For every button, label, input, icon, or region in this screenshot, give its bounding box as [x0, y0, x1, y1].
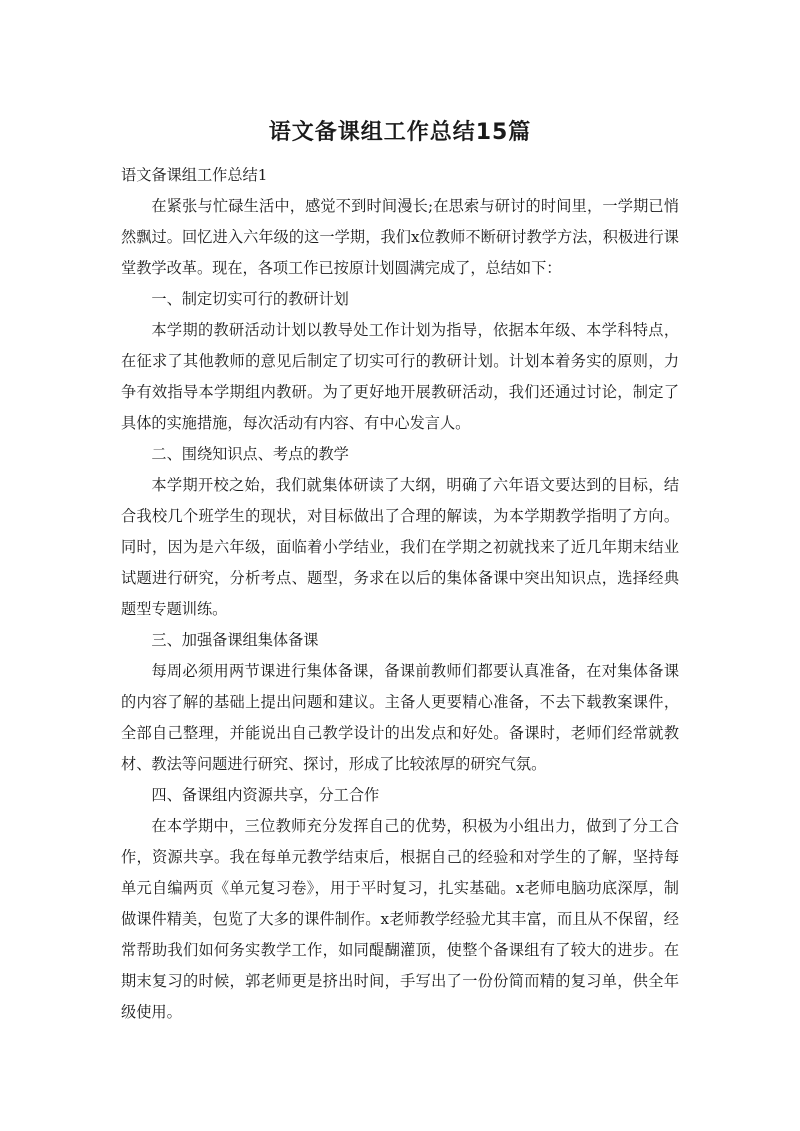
section-heading: 二、围绕知识点、考点的教学 [151, 445, 349, 463]
paragraph: 本学期的教研活动计划以教导处工作计划为指导，依据本年级、本学科特点，在征求了其他教师的意见后制定了切实可行的教研计划。计划本着务实的原则，力争有效指导本学期组内教研。为了更好地开展教研活动，我们还通过讨论，制定了具体的实施措施，每次活动有内容、有中心发言人。 [121, 321, 679, 432]
paragraph: 本学期开校之始，我们就集体研读了大纲，明确了六年语文要达到的目标，结合我校几个班学生的现状，对目标做出了合理的解读，为本学期教学指明了方向。同时，因为是六年级，面临着小学结业，我们在学期之初就找来了近几年期末结业试题进行研究，分析考点、题型，务求在以后的集体备课中突出知识点，选择经典题型专题训练。 [121, 476, 679, 618]
paragraph: 每周必须用两节课进行集体备课，备课前教师们都要认真准备，在对集体备课的内容了解的基础上提出问题和建议。主备人更要精心准备，不去下载教案课件，全部自己整理，并能说出自己教学设计的出发点和好处。备课时，老师们经常就教材、教法等问题进行研究、探讨，形成了比较浓厚的研究气氛。 [121, 662, 679, 773]
paragraph: 在本学期中，三位教师充分发挥自己的优势，积极为小组出力，做到了分工合作，资源共享。我在每单元教学结束后，根据自己的经验和对学生的了解，坚持每单元自编两页《单元复习卷》，用于平时复习，扎实基础。x老师电脑功底深厚，制做课件精美，包览了大多的课件制作。x老师教学经验尤其丰富，而且从不保留，经常帮助我们如何务实教学工作，如同醍醐灌顶，使整个备课组有了较大的进步。在期末复习的时候，郭老师更是挤出时间，手写出了一份份简而精的复习单，供全年级使用。 [121, 817, 679, 1021]
document-title: 语文备课组工作总结15篇 [268, 120, 532, 145]
document-body [121, 160, 679, 1028]
paragraph: 在紧张与忙碌生活中，感觉不到时间漫长;在思索与研讨的时间里，一学期已悄然飘过。回忆进入六年级的这一学期，我们x位教师不断研讨教学方法，积极进行课堂教学改革。现在，各项工作已按原计划圆满完成了，总结如下： [121, 197, 679, 277]
section-heading: 四、备课组内资源共享，分工合作 [151, 786, 380, 804]
section-subtitle: 语文备课组工作总结1 [121, 166, 268, 184]
section-heading: 一、制定切实可行的教研计划 [151, 290, 349, 308]
section-heading: 三、加强备课组集体备课 [151, 631, 319, 649]
